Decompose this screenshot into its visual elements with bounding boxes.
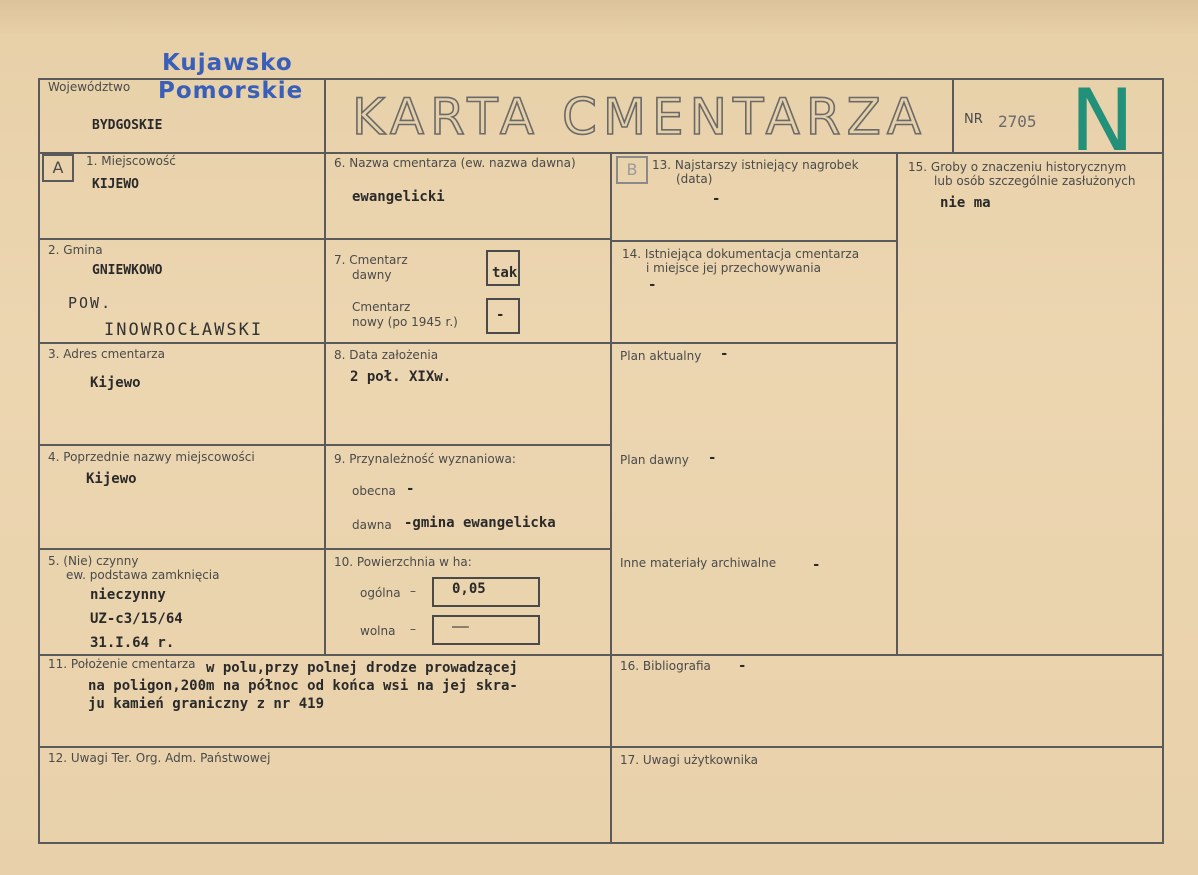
field-9-label: 9. Przynależność wyznaniowa: — [334, 452, 516, 466]
section-b-box: B — [616, 156, 648, 184]
field-10-ogolna-dash: – — [410, 584, 416, 598]
frame-bottom — [38, 842, 1164, 844]
field-10-ogolna-value: 0,05 — [452, 581, 486, 597]
plan-aktualny-label: Plan aktualny — [620, 349, 702, 363]
field-2-label: 2. Gmina — [48, 243, 103, 257]
field-3-label: 3. Adres cmentarza — [48, 347, 165, 361]
field-13-value: - — [712, 191, 721, 207]
field-16-value: - — [738, 658, 747, 674]
field-9-dawna-label: dawna — [352, 518, 392, 532]
card-title: KARTA CMENTARZA — [352, 88, 928, 146]
field-7-label-2a: Cmentarz — [352, 300, 411, 314]
row-line-1 — [38, 238, 612, 240]
field-12-label: 12. Uwagi Ter. Org. Adm. Państwowej — [48, 751, 271, 765]
stamp-line-2: Pomorskie — [158, 78, 304, 104]
field-9-obecna-label: obecna — [352, 484, 396, 498]
field-5-label-1: 5. (Nie) czynny — [48, 554, 139, 568]
category-mark: N — [1070, 71, 1135, 171]
field-16-label: 16. Bibliografia — [620, 659, 711, 673]
section-a-box: A — [42, 154, 74, 182]
field-10-ogolna-box — [432, 577, 540, 607]
row-line-3 — [38, 444, 612, 446]
field-8-value: 2 poł. XIXw. — [350, 369, 452, 385]
field-10-wolna-dash: – — [410, 622, 416, 636]
field-5-value-2: UZ-c3/15/64 — [90, 611, 183, 627]
field-11-line-1: w polu,przy polnej drodze prowadzącej — [206, 660, 518, 676]
field-7-label-2b: nowy (po 1945 r.) — [352, 315, 458, 329]
frame-right — [1162, 78, 1164, 844]
header-divider — [38, 152, 1164, 154]
field-14-label-2: i miejsce jej przechowywania — [646, 261, 821, 275]
frame-left — [38, 78, 40, 844]
field-14-label-1: 14. Istniejąca dokumentacja cmentarza — [622, 247, 860, 261]
stamp-line-1: Kujawsko — [162, 50, 293, 76]
row-line-b1 — [610, 240, 896, 242]
field-1-label: 1. Miejscowość — [86, 154, 176, 168]
inne-materialy-value: - — [812, 557, 821, 573]
inne-materialy-label: Inne materiały archiwalne — [620, 556, 777, 570]
field-13-label-2: (data) — [676, 172, 713, 186]
field-2-value: GNIEWKOWO — [92, 263, 163, 278]
field-3-value: Kijewo — [90, 375, 141, 391]
field-2-handwritten-pow: POW. — [68, 294, 113, 312]
plan-dawny-value: - — [708, 450, 717, 466]
row-line-4 — [38, 548, 612, 550]
field-7-dawny-value: tak — [492, 265, 518, 281]
field-10-label: 10. Powierzchnia w ha: — [334, 555, 472, 569]
field-9-dawna-value: -gmina ewangelicka — [404, 515, 556, 531]
field-14-value: - — [648, 277, 657, 293]
field-7-nowy-value: - — [496, 307, 505, 323]
field-7-label-1b: dawny — [352, 268, 392, 282]
card-top-edge — [0, 0, 1198, 34]
field-2-handwritten-powiat: INOWROCŁAWSKI — [104, 320, 264, 340]
field-6-label: 6. Nazwa cmentarza (ew. nazwa dawna) — [334, 156, 576, 170]
col-sep-2 — [610, 152, 612, 844]
field-5-label-2: ew. podstawa zamknięcia — [66, 568, 220, 582]
wojewodztwo-value: BYDGOSKIE — [92, 118, 163, 133]
field-10-wolna-box — [432, 615, 540, 645]
field-6-value: ewangelicki — [352, 189, 445, 205]
field-11-line-2: na poligon,200m na północ od końca wsi na jej skra- — [88, 678, 518, 694]
field-15-label-2: lub osób szczególnie zasłużonych — [934, 174, 1136, 188]
field-10-wolna-value: —— — [452, 619, 469, 635]
col-sep-1 — [324, 152, 326, 654]
field-9-obecna-value: - — [406, 481, 415, 497]
field-10-ogolna-label: ogólna — [360, 586, 401, 600]
field-5-value-1: nieczynny — [90, 587, 166, 603]
row-line-5 — [38, 654, 1164, 656]
row-line-6 — [38, 746, 1164, 748]
plan-aktualny-value: - — [720, 346, 729, 362]
header-sep-2 — [952, 80, 954, 154]
field-17-label: 17. Uwagi użytkownika — [620, 753, 759, 767]
plan-dawny-label: Plan dawny — [620, 453, 689, 467]
field-4-value: Kijewo — [86, 471, 137, 487]
field-11-label: 11. Położenie cmentarza — [48, 657, 196, 671]
nr-label: NR — [964, 112, 983, 127]
field-5-value-3: 31.I.64 r. — [90, 635, 175, 651]
header-sep-1 — [324, 78, 326, 154]
col-sep-3 — [896, 152, 898, 654]
field-11-line-3: ju kamień graniczny z nr 419 — [88, 696, 325, 712]
field-15-label-1: 15. Groby o znaczeniu historycznym — [908, 160, 1127, 174]
field-4-label: 4. Poprzednie nazwy miejscowości — [48, 450, 255, 464]
field-1-value: KIJEWO — [92, 177, 139, 192]
wojewodztwo-label: Województwo — [48, 80, 131, 94]
nr-value: 2705 — [998, 112, 1037, 131]
field-8-label: 8. Data założenia — [334, 348, 439, 362]
field-10-wolna-label: wolna — [360, 624, 396, 638]
field-7-label-1a: 7. Cmentarz — [334, 253, 408, 267]
field-13-label-1: 13. Najstarszy istniejący nagrobek — [652, 158, 859, 172]
row-line-2 — [38, 342, 896, 344]
field-15-value: nie ma — [940, 195, 991, 211]
